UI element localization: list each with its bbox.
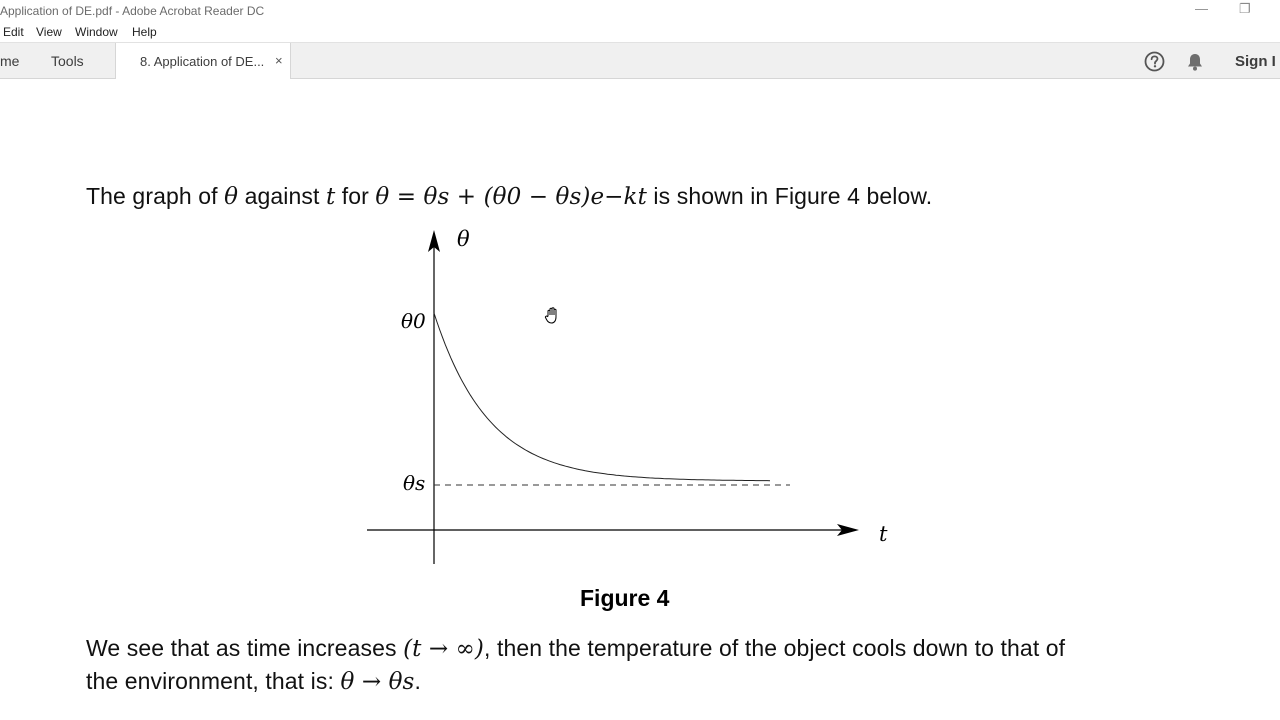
restore-button[interactable]: ❐ <box>1239 1 1251 16</box>
text-segment: for <box>335 183 376 209</box>
text-segment: against <box>238 183 326 209</box>
tab-home[interactable]: me <box>0 53 20 69</box>
text-segment: . <box>414 668 421 694</box>
tab-bar <box>0 42 1280 79</box>
y-axis-label: θ <box>457 227 470 251</box>
tab-tools[interactable]: Tools <box>51 53 84 69</box>
close-tab-icon[interactable]: × <box>275 53 283 68</box>
sign-in-button[interactable]: Sign I <box>1235 53 1276 70</box>
math-t: t <box>325 184 336 210</box>
doc-line-1 <box>86 183 932 210</box>
text-segment: the environment, that is: <box>86 668 341 694</box>
thetas-label: θs <box>403 471 426 495</box>
menu-window[interactable]: Window <box>75 25 118 39</box>
document-page <box>0 79 1280 720</box>
menu-edit[interactable]: Edit <box>3 25 24 39</box>
tab-document-label: 8. Application of DE... <box>140 54 265 69</box>
minimize-button[interactable]: — <box>1195 1 1208 16</box>
text-segment: is shown in Figure 4 below. <box>646 183 933 209</box>
doc-para-2-line-2 <box>86 668 421 695</box>
menu-bar <box>0 22 1280 42</box>
menu-help[interactable]: Help <box>132 25 157 39</box>
text-segment: We see that as time increases <box>86 635 404 661</box>
title-bar <box>0 0 1280 22</box>
math-formula: θ = θs + (θ0 − θs)e−kt <box>375 184 647 210</box>
doc-para-2-line-1 <box>86 635 1065 662</box>
menu-view[interactable]: View <box>36 25 62 39</box>
window-title: Application of DE.pdf - Adobe Acrobat Reader DC <box>0 4 265 18</box>
bell-icon[interactable] <box>1186 52 1204 77</box>
text-segment: The graph of <box>86 183 225 209</box>
figure-caption: Figure 4 <box>580 585 670 611</box>
theta0-label: θ0 <box>401 309 426 333</box>
help-circle-icon[interactable] <box>1144 51 1165 77</box>
x-axis-label: t <box>879 522 888 546</box>
math-t-infinity: (t → ∞) <box>403 636 485 662</box>
math-theta-limit: θ → θs <box>340 669 415 695</box>
tab-document[interactable] <box>115 43 291 79</box>
figure-4-chart <box>0 219 1280 599</box>
math-theta: θ <box>224 184 239 210</box>
text-segment: , then the temperature of the object cools down to that of <box>484 635 1066 661</box>
hand-cursor-icon <box>545 308 556 323</box>
decay-curve <box>434 313 770 481</box>
